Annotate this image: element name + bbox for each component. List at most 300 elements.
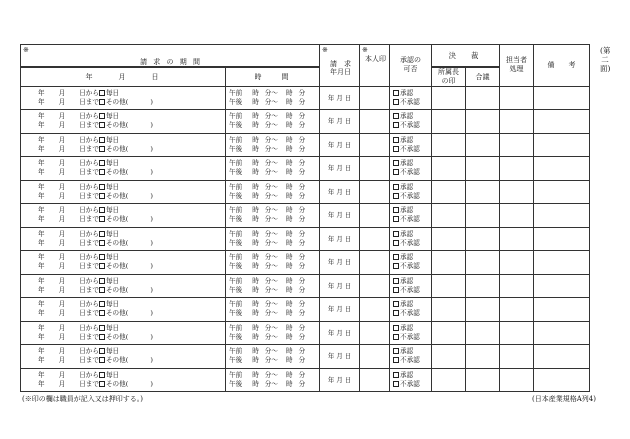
month-text: 月 (58, 97, 66, 106)
time-cell (226, 227, 320, 251)
remarks-cell[interactable] (534, 86, 590, 110)
daily-label: 毎日 (105, 300, 120, 309)
hour-text: 時 (252, 332, 259, 341)
approve-checkbox[interactable] (393, 90, 399, 96)
daily-checkbox[interactable] (99, 348, 105, 354)
month-text: 月 (58, 262, 66, 271)
hour-text: 時 (285, 347, 293, 356)
minute-text: 分 (298, 347, 306, 356)
remarks-cell[interactable] (534, 251, 590, 275)
minute-text: 分 (298, 276, 306, 285)
consultation-cell[interactable] (466, 274, 500, 298)
from-text: 日から (79, 112, 99, 121)
approve-checkbox[interactable] (393, 137, 399, 143)
hour-text: 時 (285, 206, 293, 215)
daily-checkbox[interactable] (99, 231, 105, 237)
star-mark: ※ (362, 46, 368, 54)
hour-text: 時 (285, 191, 293, 200)
table-row (21, 251, 598, 275)
year-text: 年 (38, 347, 45, 356)
year-text: 年 (38, 370, 45, 379)
daily-checkbox[interactable] (99, 184, 105, 190)
dept-head-label-2: の印 (441, 76, 456, 85)
consultation-cell[interactable] (466, 345, 500, 369)
daily-checkbox[interactable] (99, 137, 105, 143)
approval-cell (390, 227, 432, 251)
disapprove-checkbox[interactable] (393, 310, 399, 316)
am-label: 午前 (229, 300, 243, 309)
seal-cell[interactable] (360, 321, 390, 345)
daily-label: 毎日 (105, 88, 120, 97)
disapprove-checkbox[interactable] (393, 334, 399, 340)
remarks-cell[interactable] (534, 157, 590, 181)
hour-text: 時 (285, 144, 293, 153)
approval-cell (390, 298, 432, 322)
table-row (21, 227, 598, 251)
remarks-cell[interactable] (534, 133, 590, 157)
dept-head-cell[interactable] (432, 227, 466, 251)
pm-label: 午後 (229, 215, 243, 224)
approval-cell (390, 86, 432, 110)
am-label: 午前 (229, 229, 243, 238)
approval-label-2: 可否 (403, 65, 418, 74)
daily-checkbox[interactable] (99, 325, 105, 331)
hour-text: 時 (252, 144, 259, 153)
officer-cell[interactable] (500, 204, 534, 228)
month-text: 月 (58, 309, 66, 318)
minute-from-text: 分～ (264, 112, 278, 121)
am-label: 午前 (229, 370, 243, 379)
hour-text: 時 (285, 309, 293, 318)
minute-text: 分 (298, 206, 306, 215)
period-cell (21, 180, 226, 204)
period-cell (21, 204, 226, 228)
approve-checkbox[interactable] (393, 325, 399, 331)
other-label: その他( (105, 191, 129, 200)
other-checkbox[interactable] (99, 99, 105, 105)
dept-head-cell[interactable] (432, 133, 466, 157)
disapprove-checkbox[interactable] (393, 240, 399, 246)
request-date-cell[interactable]: 年 月 日 (320, 110, 360, 134)
approve-checkbox[interactable] (393, 231, 399, 237)
minute-from-text: 分～ (264, 206, 278, 215)
other-checkbox[interactable] (99, 357, 105, 363)
pm-label: 午後 (229, 262, 243, 271)
request-date-cell[interactable]: 年 月 日 (320, 251, 360, 275)
table-row (21, 86, 598, 110)
year-text: 年 (38, 206, 45, 215)
approval-header (390, 45, 432, 87)
dept-head-cell[interactable] (432, 251, 466, 275)
time-cell (226, 274, 320, 298)
consultation-cell[interactable] (466, 298, 500, 322)
request-date-cell[interactable]: 年 月 日 (320, 368, 360, 392)
seal-cell[interactable] (360, 86, 390, 110)
close-paren: ) (150, 215, 153, 224)
approve-label: 承認 (400, 276, 414, 285)
hour-text: 時 (252, 356, 259, 365)
from-text: 日から (79, 206, 99, 215)
minute-text: 分 (298, 112, 306, 121)
disapprove-checkbox[interactable] (393, 146, 399, 152)
close-paren: ) (150, 121, 153, 130)
minute-from-text: 分～ (264, 159, 278, 168)
year-text: 年 (38, 168, 45, 177)
minute-text: 分 (298, 309, 306, 318)
approve-checkbox[interactable] (393, 113, 399, 119)
other-checkbox[interactable] (99, 216, 105, 222)
month-text: 月 (58, 300, 66, 309)
to-text: 日まで (79, 332, 99, 341)
disapprove-label: 不承認 (400, 144, 420, 153)
disapprove-checkbox[interactable] (393, 216, 399, 222)
approve-label: 承認 (400, 88, 414, 97)
hour-text: 時 (252, 309, 259, 318)
disapprove-checkbox[interactable] (393, 263, 399, 269)
disapprove-checkbox[interactable] (393, 193, 399, 199)
consultation-cell[interactable] (466, 110, 500, 134)
disapprove-label: 不承認 (400, 309, 420, 318)
period-cell (21, 274, 226, 298)
seal-cell[interactable] (360, 345, 390, 369)
hour-text: 時 (252, 215, 259, 224)
dept-head-cell[interactable] (432, 157, 466, 181)
month-text: 月 (58, 168, 66, 177)
consultation-cell[interactable] (466, 368, 500, 392)
other-label: その他( (105, 215, 129, 224)
consultation-cell[interactable] (466, 86, 500, 110)
table-row (21, 298, 598, 322)
request-date-cell[interactable]: 年 月 日 (320, 227, 360, 251)
daily-checkbox[interactable] (99, 301, 105, 307)
approve-checkbox[interactable] (393, 372, 399, 378)
daily-label: 毎日 (105, 229, 120, 238)
approve-label: 承認 (400, 323, 414, 332)
officer-cell[interactable] (500, 180, 534, 204)
officer-cell[interactable] (500, 274, 534, 298)
to-text: 日まで (79, 168, 99, 177)
page-label: (第二面) (600, 46, 611, 73)
table-row (21, 321, 598, 345)
year-text: 年 (38, 323, 45, 332)
disapprove-label: 不承認 (400, 191, 420, 200)
request-date-cell[interactable]: 年 月 日 (320, 86, 360, 110)
request-date-cell[interactable]: 年 月 日 (320, 133, 360, 157)
close-paren: ) (150, 262, 153, 271)
period-cell (21, 227, 226, 251)
other-checkbox[interactable] (99, 122, 105, 128)
to-text: 日まで (79, 144, 99, 153)
am-label: 午前 (229, 206, 243, 215)
approve-checkbox[interactable] (393, 301, 399, 307)
seal-cell[interactable] (360, 180, 390, 204)
dept-head-cell[interactable] (432, 110, 466, 134)
period-cell (21, 321, 226, 345)
remarks-cell[interactable] (534, 110, 590, 134)
other-checkbox[interactable] (99, 287, 105, 293)
daily-checkbox[interactable] (99, 160, 105, 166)
other-checkbox[interactable] (99, 193, 105, 199)
close-paren: ) (150, 379, 153, 388)
officer-label-1: 担当者 (506, 56, 528, 65)
officer-cell[interactable] (500, 321, 534, 345)
to-text: 日まで (79, 238, 99, 247)
officer-cell[interactable] (500, 133, 534, 157)
other-checkbox[interactable] (99, 263, 105, 269)
remarks-cell[interactable] (534, 204, 590, 228)
other-label: その他( (105, 121, 129, 130)
daily-label: 毎日 (105, 370, 120, 379)
approve-label: 承認 (400, 112, 414, 121)
daily-checkbox[interactable] (99, 278, 105, 284)
seal-cell[interactable] (360, 274, 390, 298)
remarks-cell[interactable] (534, 368, 590, 392)
seal-cell[interactable] (360, 251, 390, 275)
remarks-cell[interactable] (534, 321, 590, 345)
month-text: 月 (58, 112, 66, 121)
daily-checkbox[interactable] (99, 113, 105, 119)
close-paren: ) (150, 97, 153, 106)
dept-head-cell[interactable] (432, 368, 466, 392)
consultation-cell[interactable] (466, 227, 500, 251)
dept-head-cell[interactable] (432, 298, 466, 322)
request-form (20, 44, 597, 392)
approve-checkbox[interactable] (393, 348, 399, 354)
year-text: 年 (38, 238, 45, 247)
dept-head-cell[interactable] (432, 86, 466, 110)
request-date-label-1: 請 求 (330, 60, 352, 68)
request-period-header (21, 45, 320, 67)
dept-head-cell[interactable] (432, 204, 466, 228)
time-subheader: 時 間 (226, 67, 320, 86)
other-checkbox[interactable] (99, 169, 105, 175)
minute-text: 分 (298, 300, 306, 309)
pm-label: 午後 (229, 121, 243, 130)
officer-cell[interactable] (500, 251, 534, 275)
approve-checkbox[interactable] (393, 278, 399, 284)
disapprove-label: 不承認 (400, 215, 420, 224)
disapprove-checkbox[interactable] (393, 169, 399, 175)
month-text: 月 (58, 135, 66, 144)
consultation-cell[interactable] (466, 321, 500, 345)
approve-checkbox[interactable] (393, 254, 399, 260)
other-label: その他( (105, 309, 129, 318)
pm-label: 午後 (229, 332, 243, 341)
daily-label: 毎日 (105, 347, 120, 356)
approve-checkbox[interactable] (393, 184, 399, 190)
other-checkbox[interactable] (99, 381, 105, 387)
year-text: 年 (38, 97, 45, 106)
daily-checkbox[interactable] (99, 90, 105, 96)
hour-text: 時 (252, 191, 259, 200)
approval-cell (390, 321, 432, 345)
minute-text: 分 (298, 229, 306, 238)
pm-label: 午後 (229, 168, 243, 177)
pm-label: 午後 (229, 356, 243, 365)
hour-text: 時 (285, 229, 293, 238)
hour-text: 時 (252, 276, 259, 285)
approval-cell (390, 204, 432, 228)
disapprove-checkbox[interactable] (393, 381, 399, 387)
approve-checkbox[interactable] (393, 160, 399, 166)
remarks-cell[interactable] (534, 274, 590, 298)
approve-label: 承認 (400, 229, 414, 238)
other-label: その他( (105, 144, 129, 153)
consultation-cell[interactable] (466, 251, 500, 275)
minute-from-text: 分～ (264, 88, 278, 97)
request-date-cell[interactable]: 年 月 日 (320, 321, 360, 345)
remarks-cell[interactable] (534, 180, 590, 204)
consultation-cell[interactable] (466, 204, 500, 228)
minute-text: 分 (298, 285, 306, 294)
other-checkbox[interactable] (99, 334, 105, 340)
request-date-cell[interactable]: 年 月 日 (320, 180, 360, 204)
hour-text: 時 (252, 159, 259, 168)
date-subheader (21, 67, 226, 86)
seal-cell[interactable] (360, 298, 390, 322)
close-paren: ) (150, 309, 153, 318)
approve-label: 承認 (400, 347, 414, 356)
officer-header (500, 45, 534, 87)
decision-header: 決 裁 (432, 45, 500, 67)
officer-cell[interactable] (500, 298, 534, 322)
hour-text: 時 (285, 135, 293, 144)
remarks-cell[interactable] (534, 345, 590, 369)
minute-text: 分 (298, 370, 306, 379)
approve-checkbox[interactable] (393, 207, 399, 213)
officer-cell[interactable] (500, 227, 534, 251)
disapprove-checkbox[interactable] (393, 99, 399, 105)
year-text: 年 (38, 121, 45, 130)
personal-seal-header (360, 45, 390, 87)
dept-head-cell[interactable] (432, 321, 466, 345)
disapprove-checkbox[interactable] (393, 357, 399, 363)
request-date-cell[interactable]: 年 月 日 (320, 157, 360, 181)
daily-checkbox[interactable] (99, 372, 105, 378)
minute-from-text: 分～ (264, 370, 278, 379)
table-row (21, 110, 598, 134)
seal-cell[interactable] (360, 110, 390, 134)
hour-text: 時 (252, 182, 259, 191)
am-label: 午前 (229, 323, 243, 332)
hour-text: 時 (285, 323, 293, 332)
month-text: 月 (58, 253, 66, 262)
request-date-cell[interactable]: 年 月 日 (320, 298, 360, 322)
pm-label: 午後 (229, 97, 243, 106)
approval-label-1: 承認の (400, 56, 422, 65)
remarks-cell[interactable] (534, 298, 590, 322)
disapprove-label: 不承認 (400, 285, 420, 294)
to-text: 日まで (79, 356, 99, 365)
month-text: 月 (58, 206, 66, 215)
footnote: (※印の欄は職員が記入又は押印する。) (22, 395, 143, 403)
request-date-cell[interactable]: 年 月 日 (320, 345, 360, 369)
month-text: 月 (58, 276, 66, 285)
year-text: 年 (38, 356, 45, 365)
officer-cell[interactable] (500, 157, 534, 181)
from-text: 日から (79, 347, 99, 356)
month-text: 月 (58, 370, 66, 379)
disapprove-checkbox[interactable] (393, 287, 399, 293)
minute-from-text: 分～ (264, 323, 278, 332)
approve-label: 承認 (400, 300, 414, 309)
from-text: 日から (79, 229, 99, 238)
time-cell (226, 110, 320, 134)
dept-head-cell[interactable] (432, 345, 466, 369)
period-cell (21, 110, 226, 134)
other-checkbox[interactable] (99, 240, 105, 246)
officer-label-2: 処理 (509, 65, 524, 74)
to-text: 日まで (79, 285, 99, 294)
minute-text: 分 (298, 253, 306, 262)
officer-cell[interactable] (500, 345, 534, 369)
hour-text: 時 (285, 97, 293, 106)
year-text: 年 (38, 379, 45, 388)
dept-head-cell[interactable] (432, 180, 466, 204)
officer-cell[interactable] (500, 86, 534, 110)
month-text: 月 (58, 144, 66, 153)
year-text: 年 (38, 300, 45, 309)
to-text: 日まで (79, 191, 99, 200)
minute-text: 分 (298, 238, 306, 247)
month-text: 月 (58, 332, 66, 341)
consultation-cell[interactable] (466, 180, 500, 204)
to-text: 日まで (79, 97, 99, 106)
disapprove-checkbox[interactable] (393, 122, 399, 128)
minute-text: 分 (298, 323, 306, 332)
month-text: 月 (58, 347, 66, 356)
time-cell (226, 298, 320, 322)
minute-text: 分 (298, 191, 306, 200)
officer-cell[interactable] (500, 110, 534, 134)
seal-cell[interactable] (360, 157, 390, 181)
consultation-cell[interactable] (466, 157, 500, 181)
remarks-cell[interactable] (534, 227, 590, 251)
close-paren: ) (150, 168, 153, 177)
pm-label: 午後 (229, 191, 243, 200)
hour-text: 時 (252, 370, 259, 379)
to-text: 日まで (79, 215, 99, 224)
time-cell (226, 133, 320, 157)
hour-text: 時 (252, 121, 259, 130)
seal-cell[interactable] (360, 133, 390, 157)
remarks-header: 備 考 (534, 45, 590, 87)
seal-cell[interactable] (360, 227, 390, 251)
hour-text: 時 (285, 285, 293, 294)
seal-cell[interactable] (360, 204, 390, 228)
officer-cell[interactable] (500, 368, 534, 392)
daily-label: 毎日 (105, 276, 120, 285)
other-checkbox[interactable] (99, 146, 105, 152)
dept-head-cell[interactable] (432, 274, 466, 298)
other-checkbox[interactable] (99, 310, 105, 316)
request-date-cell[interactable]: 年 月 日 (320, 204, 360, 228)
request-date-cell[interactable]: 年 月 日 (320, 274, 360, 298)
minute-text: 分 (298, 168, 306, 177)
seal-cell[interactable] (360, 368, 390, 392)
pm-label: 午後 (229, 144, 243, 153)
daily-checkbox[interactable] (99, 254, 105, 260)
consultation-cell[interactable] (466, 133, 500, 157)
year-text: 年 (38, 182, 45, 191)
minute-text: 分 (298, 97, 306, 106)
daily-checkbox[interactable] (99, 207, 105, 213)
hour-text: 時 (285, 253, 293, 262)
time-cell (226, 368, 320, 392)
approval-cell (390, 345, 432, 369)
hour-text: 時 (285, 182, 293, 191)
minute-from-text: 分～ (264, 191, 278, 200)
